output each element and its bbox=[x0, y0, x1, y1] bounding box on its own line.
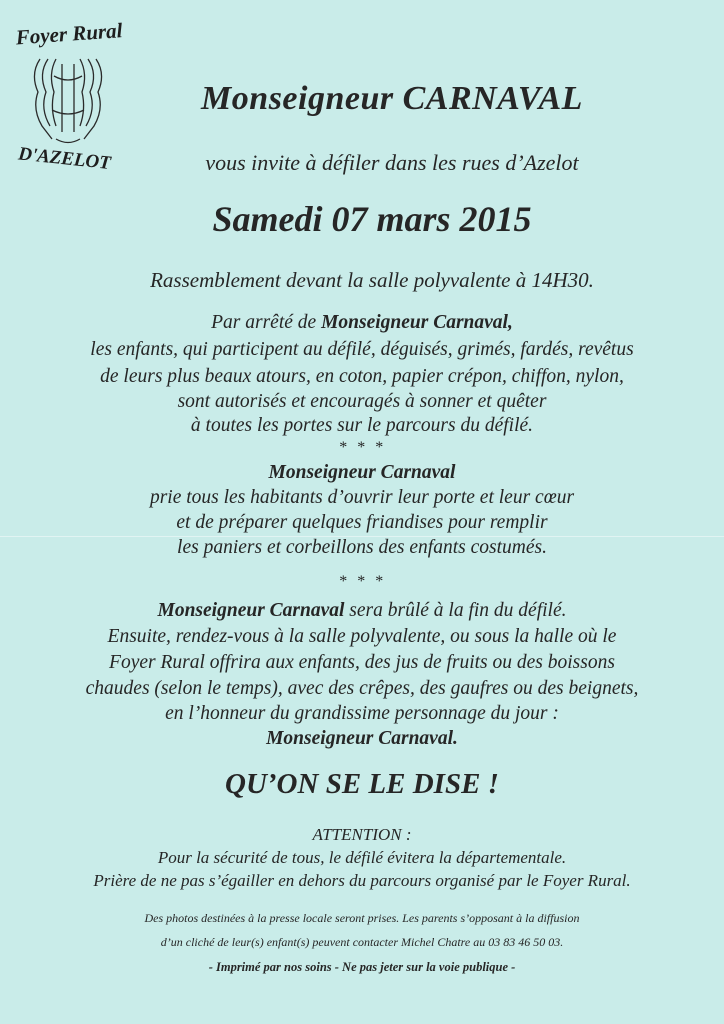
paragraph2-line2: prie tous les habitants d’ouvrir leur porte et leur cœur bbox=[149, 487, 575, 508]
attention-heading: ATTENTION : bbox=[312, 825, 412, 844]
attention-line1: Pour la sécurité de tous, le défilé évitera la départementale. bbox=[157, 848, 567, 867]
paragraph2-bold: Monseigneur Carnaval bbox=[268, 462, 456, 483]
photo-notice-line1: Des photos destinées à la presse locale seront prises. Les parents s’opposant à la diffusion bbox=[144, 911, 580, 925]
paragraph1-line5: à toutes les portes sur le parcours du défilé. bbox=[190, 415, 534, 436]
photo-notice-line2: d’un cliché de leur(s) enfant(s) peuvent contacter Michel Chatre au 03 83 46 50 03. bbox=[160, 935, 564, 949]
paragraph1-line1 bbox=[0, 312, 724, 334]
paragraph3-line4: chaudes (selon le temps), avec des crêpes, des gaufres ou des beignets, bbox=[85, 678, 639, 699]
paragraph3-closing-bold: Monseigneur Carnaval. bbox=[266, 728, 458, 749]
paragraph3-line1 bbox=[0, 600, 724, 622]
slogan: QU’ON SE LE DISE ! bbox=[225, 768, 499, 800]
paragraph3-line2: Ensuite, rendez-vous à la salle polyvalente, ou sous la halle où le bbox=[107, 626, 617, 647]
paragraph3-line6 bbox=[0, 728, 724, 750]
separator-2: * * * bbox=[338, 573, 386, 590]
paragraph3-bold: Monseigneur Carnaval bbox=[157, 600, 345, 621]
paragraph3-rest: sera brûlé à la fin du défilé. bbox=[344, 600, 567, 621]
paragraph1-bold: Monseigneur Carnaval, bbox=[321, 312, 513, 333]
paragraph1-line3: de leurs plus beaux atours, en coton, papier crépon, chiffon, nylon, bbox=[100, 366, 624, 387]
paragraph2-line3: et de préparer quelques friandises pour remplir bbox=[176, 512, 548, 533]
paragraph1-line2: les enfants, qui participent au défilé, déguisés, grimés, fardés, revêtus bbox=[90, 339, 634, 360]
paragraph2-line1 bbox=[0, 462, 724, 484]
logo-top-text: Foyer Rural bbox=[14, 18, 122, 50]
meeting-info: Rassemblement devant la salle polyvalente à 14H30. bbox=[150, 268, 594, 292]
paragraph3-line3: Foyer Rural offrira aux enfants, des jus de fruits ou des boissons bbox=[109, 652, 615, 673]
event-date: Samedi 07 mars 2015 bbox=[212, 199, 532, 239]
footer-note: - Imprimé par nos soins - Ne pas jeter sur la voie publique - bbox=[208, 960, 516, 974]
separator-1: * * * bbox=[338, 439, 386, 456]
invite-line: vous invite à défiler dans les rues d’Azelot bbox=[205, 150, 579, 175]
attention-line2: Prière de ne pas s’égailler en dehors du parcours organisé par le Foyer Rural. bbox=[93, 871, 631, 890]
paragraph1-prefix: Par arrêté de bbox=[211, 312, 322, 333]
paragraph3-line5: en l’honneur du grandissime personnage du jour : bbox=[165, 703, 559, 724]
paragraph1-line4: sont autorisés et encouragés à sonner et quêter bbox=[177, 391, 547, 412]
paragraph2-line4: les paniers et corbeillons des enfants costumés. bbox=[177, 537, 547, 558]
page-title: Monseigneur CARNAVAL bbox=[201, 80, 583, 117]
logo-bottom-text: D'AZELOT bbox=[17, 143, 112, 174]
